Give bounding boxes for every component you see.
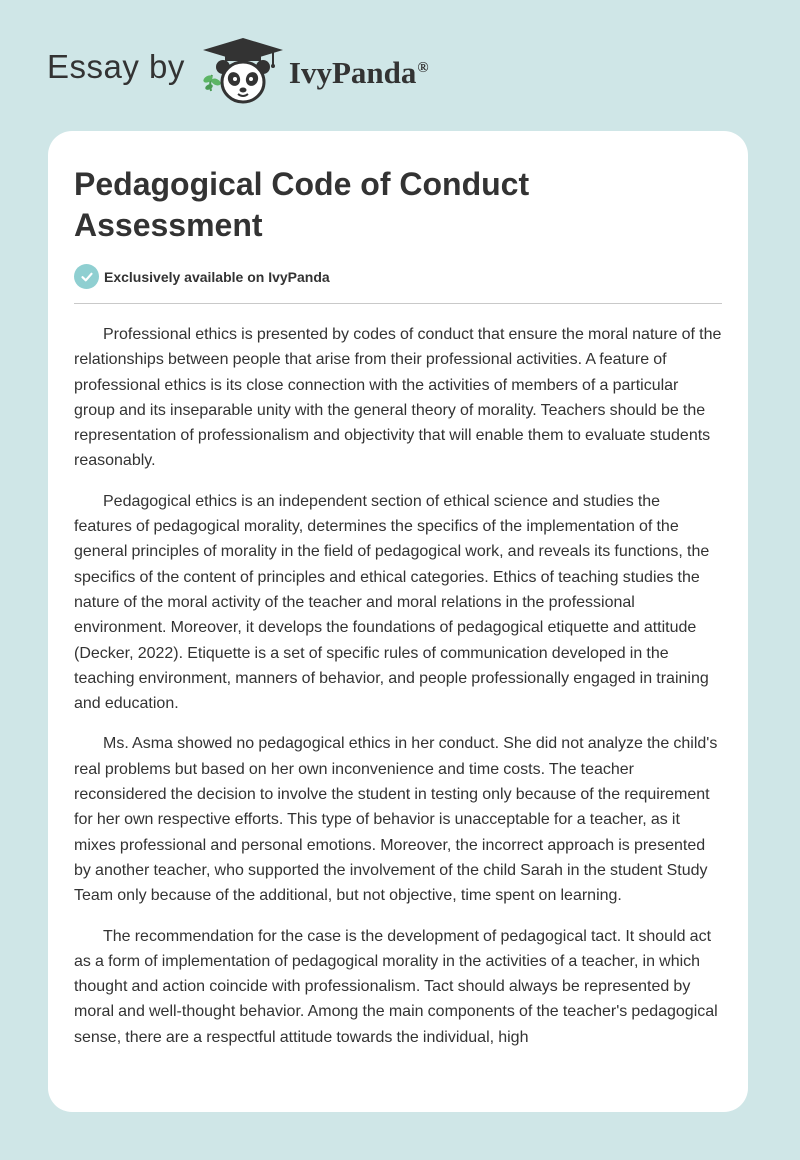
page-title: Pedagogical Code of Conduct Assessment [74, 166, 530, 243]
paragraph: Ms. Asma showed no pedagogical ethics in her conduct. She did not analyze the child's real problems but based on her own inconvenience and time costs. The teacher reconsidered the decision to involve the student in testing only because of the requirement for her own respective efforts. This type of behavior is unacceptable for a teacher, as it mixes professional and personal emotions. Moreover, the incorrect approach is presented by another teacher, who supported the involvement of the child Sarah in the student Study Team only because of the additional, but not objective, time spent on learning. [74, 735, 718, 905]
check-circle-icon [74, 264, 99, 289]
brand-name-text: IvyPanda [288, 55, 417, 90]
exclusive-badge [74, 264, 330, 289]
paragraph: The recommendation for the case is the development of pedagogical tact. It should act as a form of implementation of pedagogical morality in the activities of a teacher, in which thought and action coincide with professionalism. Tact should always be represented by moral and well-thought behavior. Among the main components of the teacher's pedagogical sense, there are a respectful attitude towards the individual, high [74, 927, 718, 1046]
panda-graduation-cap-logo-icon [199, 35, 287, 107]
registered-mark: ® [417, 59, 429, 76]
paragraph: Professional ethics is presented by codes of conduct that ensure the moral nature of the relationships between people that arise from their professional activities. A feature of professional ethics is its close connection with the activities of members of a particular group and its inseparable unity with the general theory of morality. Teachers should be the representation of professionalism and objectivity that will enable them to evaluate students reasonably. [74, 326, 722, 470]
divider [74, 303, 722, 304]
essay-card [48, 131, 748, 1112]
check-mark-icon [80, 270, 94, 284]
exclusive-badge-label: Exclusively available on IvyPanda [104, 268, 330, 285]
brand-header [47, 36, 429, 106]
brand-prefix: Essay by [47, 48, 185, 85]
brand-name [289, 55, 429, 91]
paragraph: Pedagogical ethics is an independent section of ethical science and studies the features of pedagogical morality, determines the specifics of the implementation of the general principles of morality in the field of pedagogical work, and reveals its functions, the specifics of the content of principles and ethical categories. Ethics of teaching studies the nature of the moral activity of the teacher and moral relations in the professional environment. Moreover, it develops the foundations of pedagogical etiquette and attitude (Decker, 2022). Etiquette is a set of specific rules of communication developed in the teaching environment, manners of behavior, and people professionally engaged in training and education. [74, 492, 710, 713]
essay-body [74, 322, 722, 1065]
